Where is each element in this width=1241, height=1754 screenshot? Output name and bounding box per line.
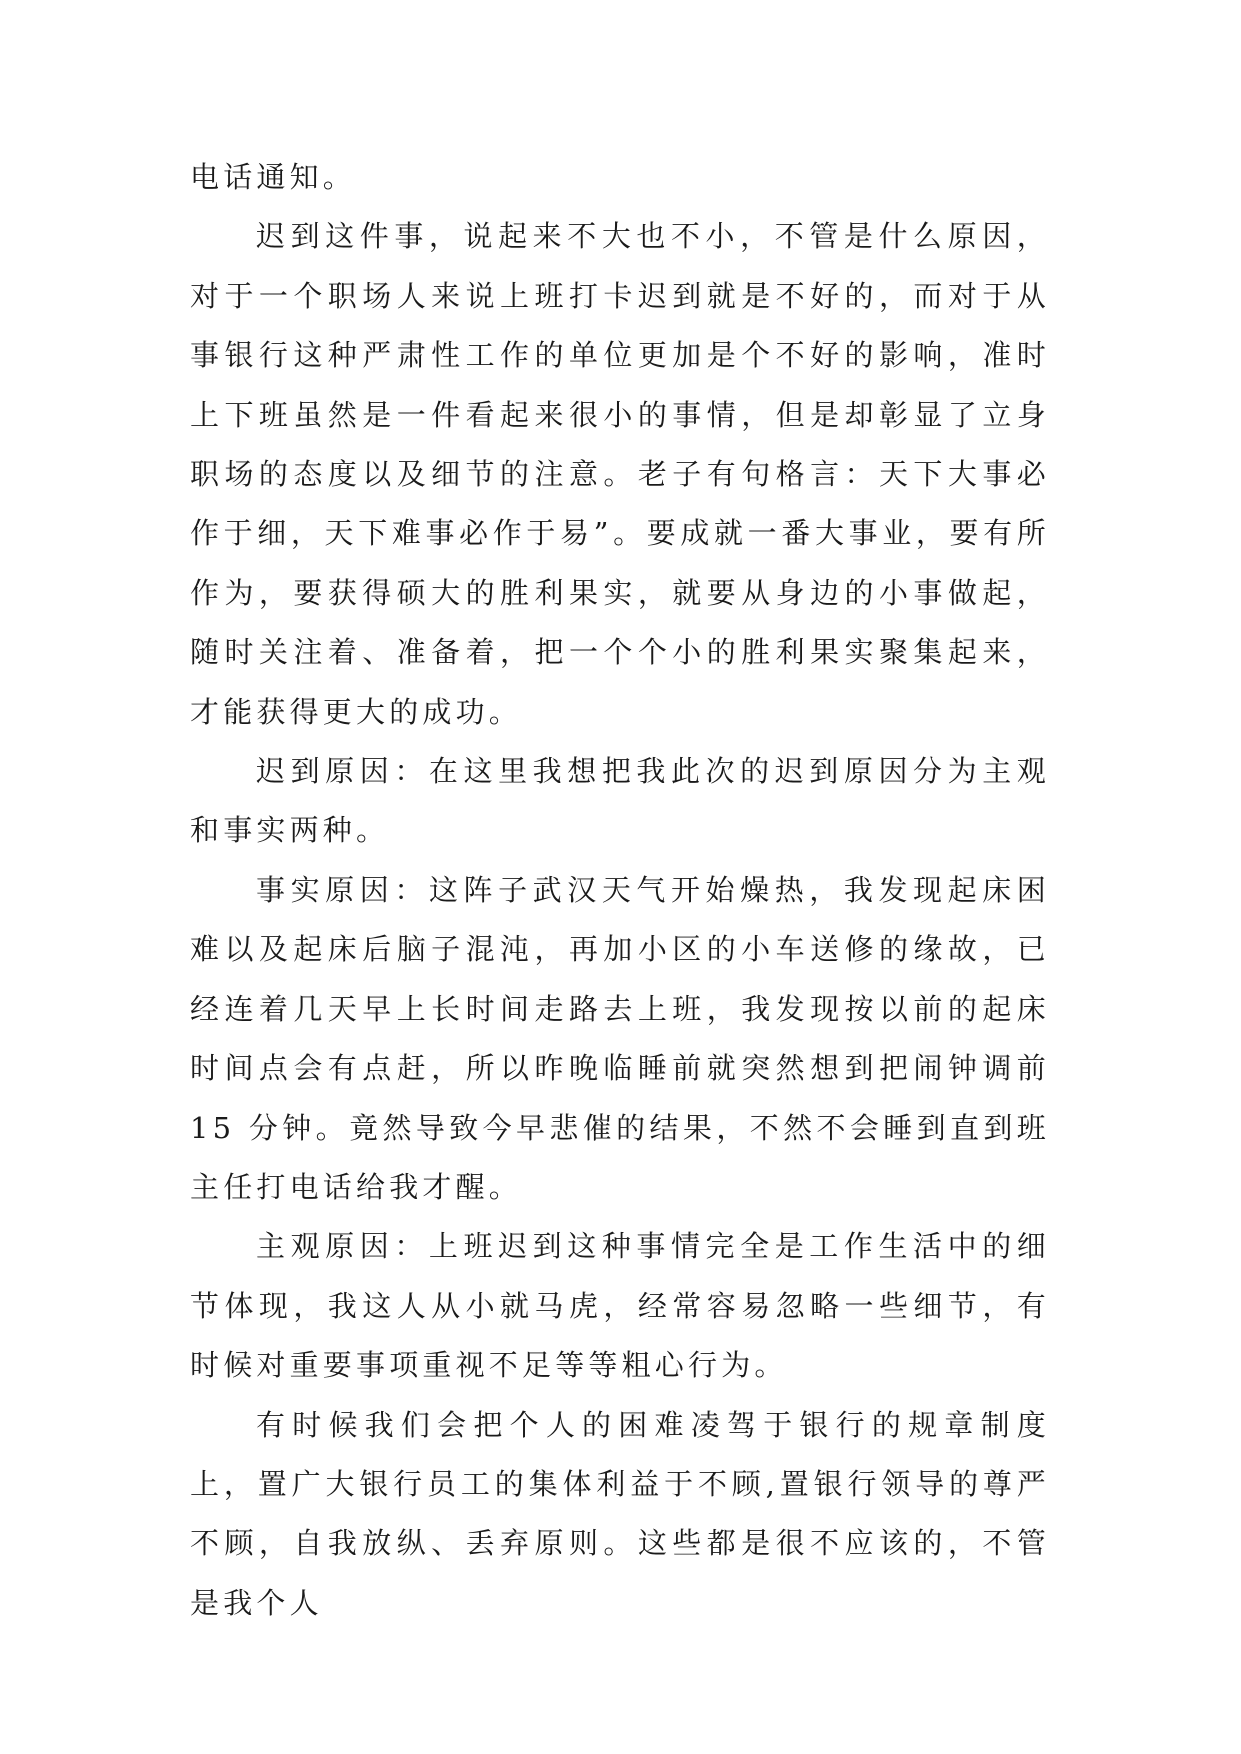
document-body (190, 148, 1050, 1633)
paragraph-continuation: 电话通知。 (190, 160, 357, 194)
paragraph-lateness-reflection: 迟到这件事，说起来不大也不小，不管是什么原因，对于一个职场人来说上班打卡迟到就是不好的，而对于从事银行这种严肃性工作的单位更加是个不好的影响，准时上下班虽然是一件看起来很小的事情，但是却彰显了立身职场的态度以及细节的注意。老子有句格言：天下大事必作于细，天下难事必作于易”。要成就一番大事业，要有所作为，要获得硕大的胜利果实，就要从身边的小事做起，随时关注着、准备着，把一个个小的胜利果实聚集起来，才能获得更大的成功。 (190, 219, 1050, 729)
paragraph-rules-reflection: 有时候我们会把个人的困难凌驾于银行的规章制度上，置广大银行员工的集体利益于不顾,置银行领导的尊严不顾，自我放纵、丢弃原则。这些都是很不应该的，不管是我个人 (190, 1407, 1050, 1620)
paragraph-factual-reasons: 事实原因：这阵子武汉天气开始燥热，我发现起床困难以及起床后脑子混沌，再加小区的小车送修的缘故，已经连着几天早上长时间走路去上班，我发现按以前的起床时间点会有点赶，所以昨晚临睡前就突然想到把闹钟调前 15 分钟。竟然导致今早悲催的结果，不然不会睡到直到班主任打电话给我才醒。 (190, 872, 1050, 1204)
paragraph-subjective-reasons: 主观原因：上班迟到这种事情完全是工作生活中的细节体现，我这人从小就马虎，经常容易忽略一些细节，有时候对重要事项重视不足等等粗心行为。 (190, 1229, 1050, 1383)
paragraph-lateness-reasons: 迟到原因：在这里我想把我此次的迟到原因分为主观和事实两种。 (190, 754, 1050, 848)
